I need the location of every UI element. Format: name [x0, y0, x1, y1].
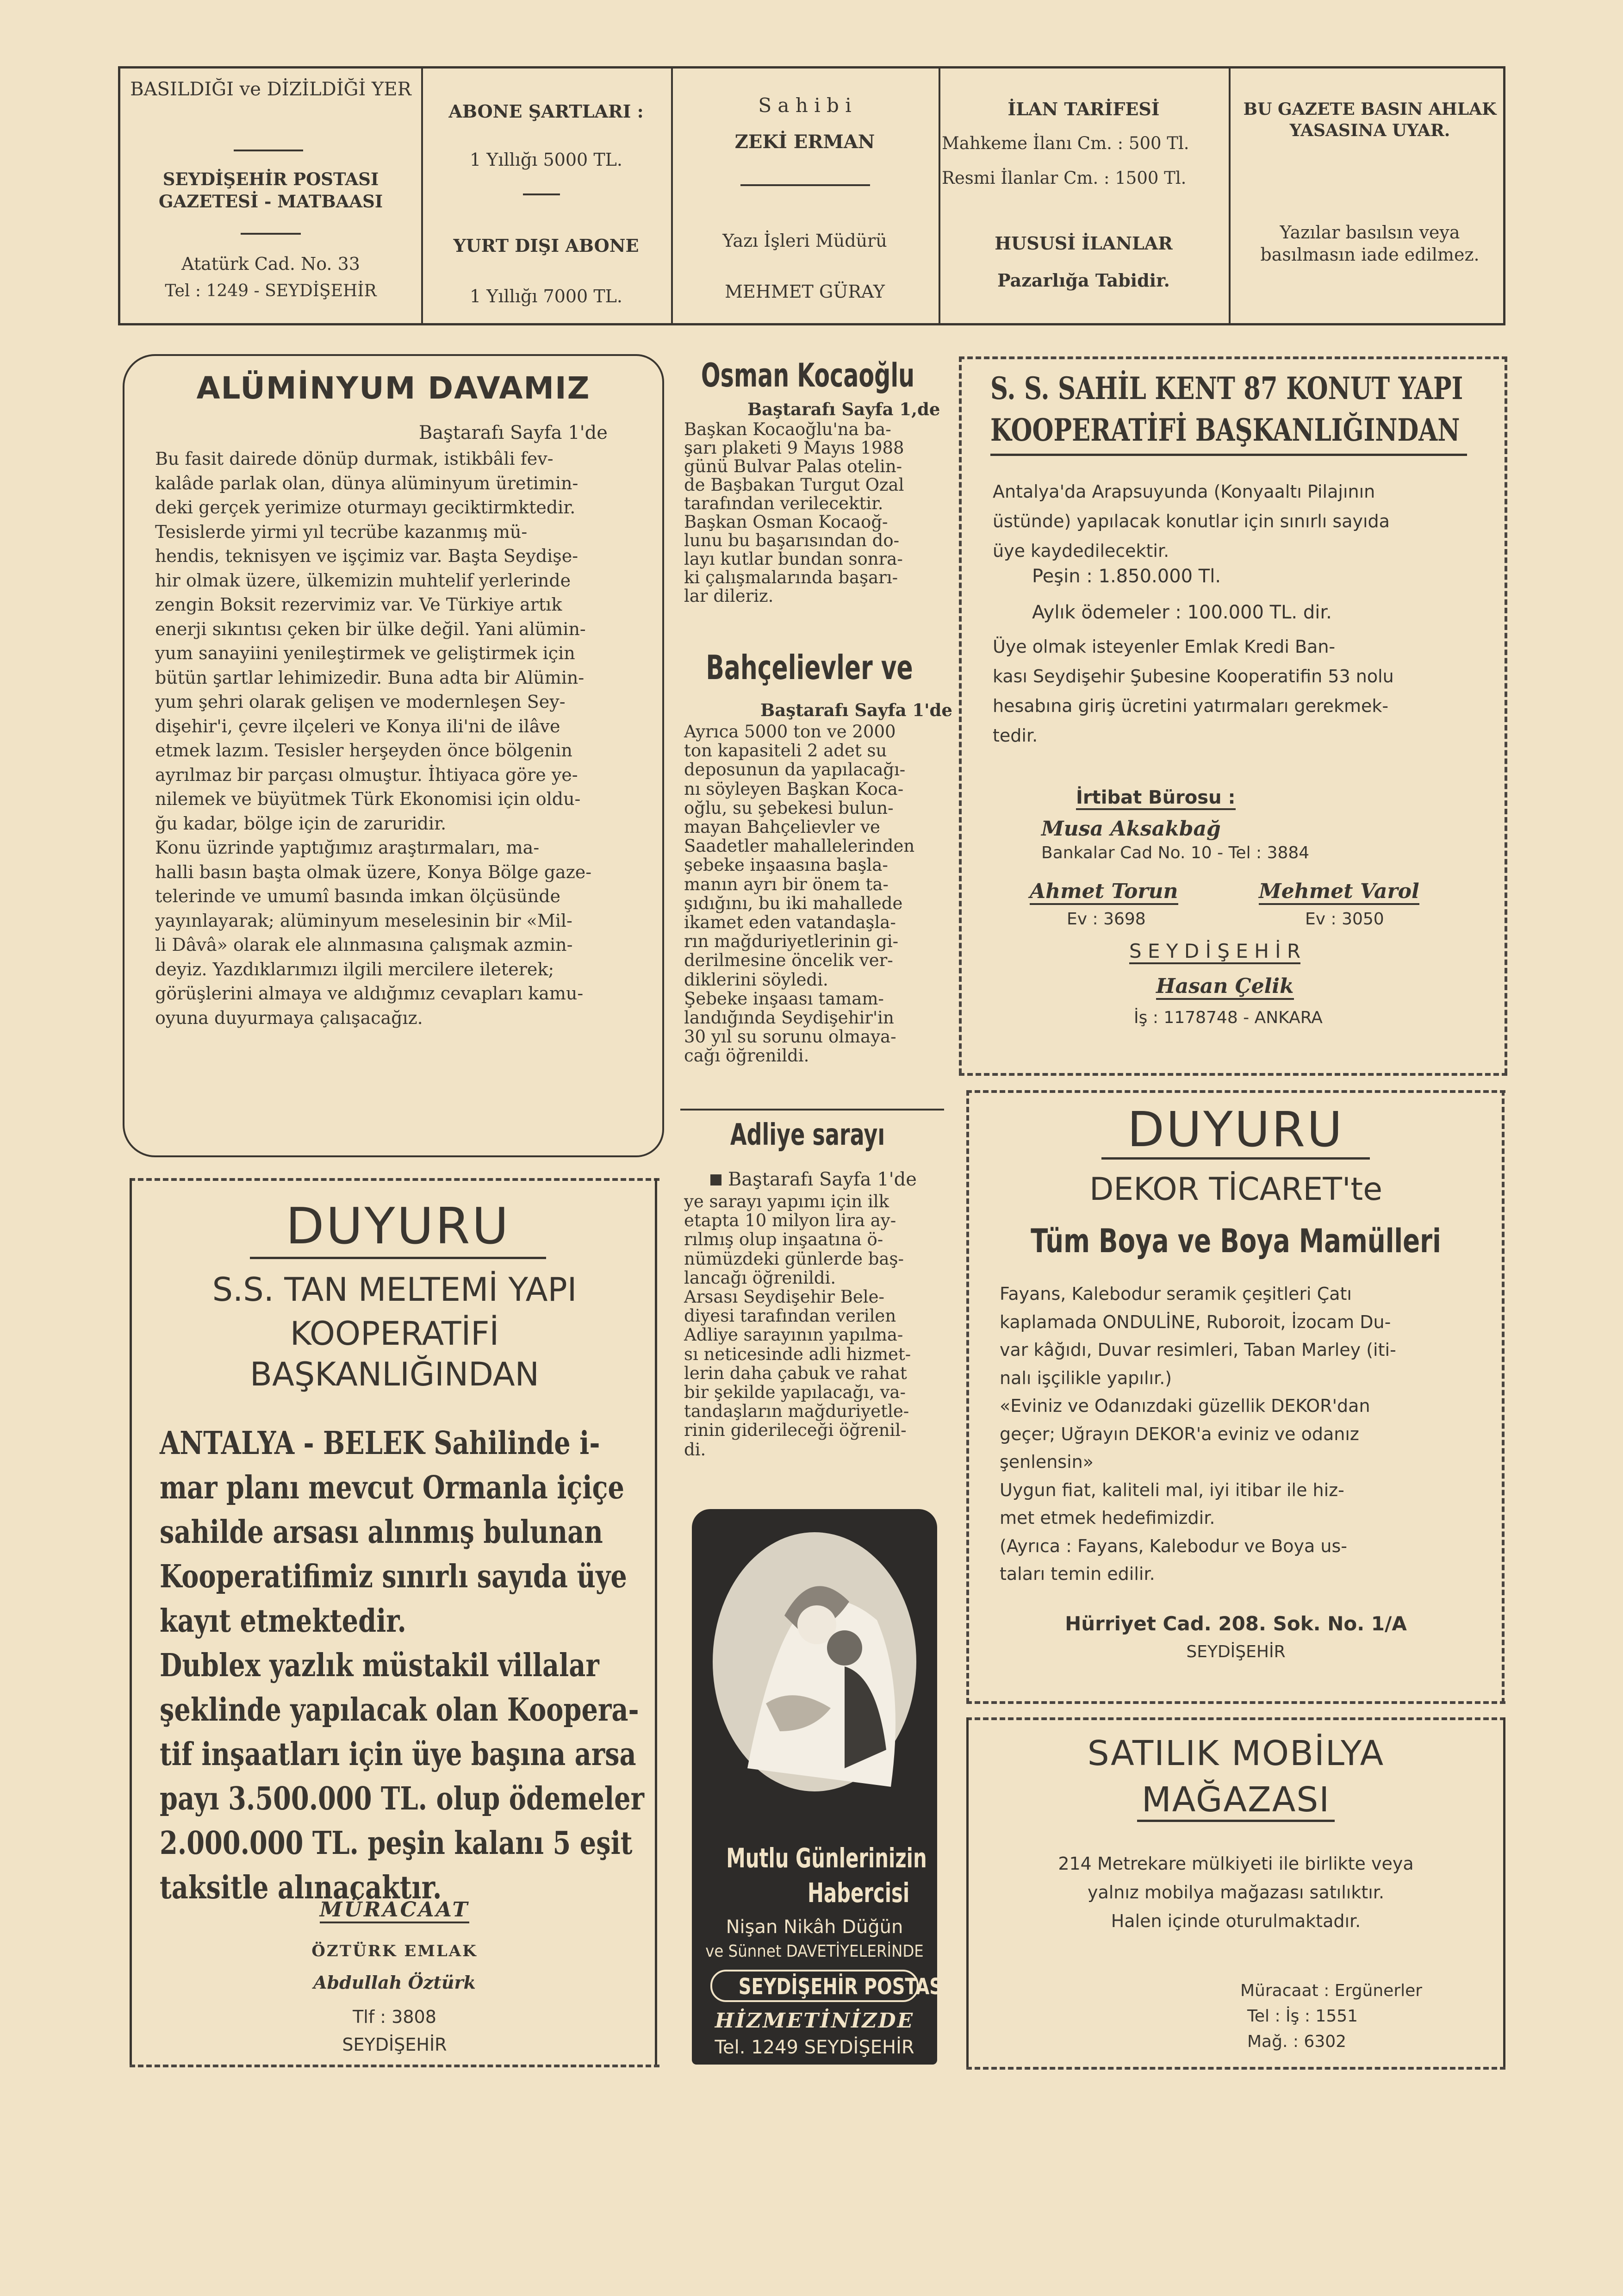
text-line: (Ayrıca : Fayans, Kalebodur ve Boya us- — [1000, 1535, 1347, 1556]
text-line: mayan Bahçelievler ve — [684, 817, 880, 837]
text-line: nı söyleyen Başkan Koca- — [684, 779, 904, 799]
contact-phone: Tlf : 3808 — [353, 2007, 436, 2027]
text-line: Ayrıca 5000 ton ve 2000 — [684, 722, 896, 742]
ad-body — [993, 477, 1474, 566]
text-line: sı neticesinde adli hizmet- — [684, 1344, 911, 1364]
text-line: yum sanayiini yenileştirmek ve geliştirmek için — [155, 643, 575, 663]
text-line: şarı plaketi 9 Mayıs 1988 — [684, 438, 904, 458]
text-line: oğlu, su şebekesi bulun- — [684, 798, 894, 818]
owner-name: ZEKİ ERMAN — [734, 131, 875, 153]
text-line: yum şehri olarak gelişen ve modernleşen Sey- — [155, 692, 566, 712]
wavy-border — [966, 2067, 1505, 2070]
contact-name: Abdullah Öztürk — [313, 1972, 476, 1993]
text-line: Başkan Kocaoğlu'na ba- — [684, 419, 891, 439]
ad-services: Nişan Nikâh Düğün — [726, 1916, 903, 1938]
owner-title: S a h i b i — [758, 94, 852, 117]
org-name: S.S. TAN MELTEMİ YAPI — [212, 1271, 577, 1309]
text-line: nümüzdeki günlerde baş- — [684, 1248, 904, 1269]
text-line: tedir. — [993, 725, 1038, 746]
contact-office-label: İrtibat Bürosu : — [1076, 787, 1236, 810]
divider — [990, 454, 1467, 456]
text-line: Arsası Seydişehir Bele- — [684, 1287, 885, 1307]
text-line: tarafından verilecektir. — [684, 493, 883, 513]
text-line: nalı işçilikle yapılır.) — [1000, 1367, 1172, 1388]
text-line: payı 3.500.000 TL. olup ödemeler — [160, 1780, 644, 1817]
ad-brand: SEYDİŞEHİR POSTASI — [710, 1970, 919, 2002]
text-line: ANTALYA - BELEK Sahilinde i- — [160, 1425, 600, 1462]
ad-title: S. S. SAHİL KENT 87 KONUT YAPI — [990, 370, 1463, 406]
text-line: Saadetler mahallelerinden — [684, 836, 915, 856]
text-line: 214 Metrekare mülkiyeti ile birlikte veya — [1058, 1853, 1414, 1874]
contact-phone: Ev : 3050 — [1305, 910, 1384, 929]
text-line: etapta 10 milyon lira ay- — [684, 1210, 896, 1231]
ad-headline: Tüm Boya ve Boya Mamülleri — [1031, 1222, 1441, 1260]
text-line: zengin Boksit rezervimiz var. Ve Türkiye artık — [155, 594, 562, 615]
text-line: enerji sıkıntısı çeken bir ülke değil. Yani alümin- — [155, 618, 586, 639]
agency-name: ÖZTÜRK EMLAK — [311, 1942, 478, 1960]
article-body — [684, 1192, 941, 1459]
article-body — [155, 447, 627, 1030]
text-line: şeklinde yapılacak olan Koopera- — [160, 1691, 639, 1728]
text-line: Uygun fiat, kaliteli mal, iyi itibar ile hiz- — [1000, 1479, 1344, 1500]
wavy-border — [959, 356, 962, 1074]
article-title: ALÜMİNYUM DAVAMIZ — [196, 370, 591, 406]
contact-name: Müracaat : Ergünerler — [1240, 1981, 1423, 2000]
text-line: rinin giderileceği öğrenil- — [684, 1420, 907, 1441]
article-title: Osman Kocaoğlu — [701, 356, 915, 394]
wavy-border — [130, 1178, 659, 1181]
contact-name: Mehmet Varol — [1259, 880, 1419, 905]
application-label: MÜRACAAT — [130, 1898, 659, 1922]
subscription-title: ABONE ŞARTLARI : — [448, 101, 644, 122]
contact-name: Musa Aksakbağ — [1041, 817, 1221, 841]
text-line: mar planı mevcut Ormanla içiçe — [160, 1469, 624, 1506]
ad-headline: Habercisi — [808, 1877, 910, 1909]
text-line: deyiz. Yazdıklarımızı ilgili mercilere ileterek; — [155, 959, 554, 980]
ad-tagline: HİZMETİNİZDE — [715, 2009, 914, 2033]
text-line: üye kaydedilecektir. — [993, 541, 1169, 561]
text-line: nilemek ve büyütmek Türk Ekonomisi için oldu- — [155, 789, 581, 809]
text-line: layı kutlar bundan sonra- — [684, 549, 903, 569]
text-line: taksitle alınacaktır. — [160, 1869, 442, 1906]
text-line: cağı öğrenildi. — [684, 1046, 809, 1066]
ad-price-monthly: Aylık ödemeler : 100.000 TL. dir. — [1032, 602, 1332, 623]
text-line: lar dileriz. — [684, 586, 774, 606]
wavy-border — [959, 356, 1507, 359]
text-line: tif inşaatları için üye başına arsa — [160, 1736, 636, 1773]
article-title: Bahçelievler ve — [706, 648, 913, 687]
ad-rates-title: İLAN TARİFESİ — [1007, 99, 1160, 119]
official-ad-rate: Resmi İlanlar Cm. : 1500 Tl. — [942, 168, 1187, 188]
text-line: lunu bu başarısından do- — [684, 530, 900, 550]
text-line: kaplamada ONDULİNE, Ruboroit, İzocam Du- — [1000, 1311, 1391, 1332]
ad-body — [1000, 1280, 1472, 1588]
text-line: li Dâvâ» olarak ele alınmasına çalışmak azmin- — [155, 935, 573, 955]
ad-body — [993, 632, 1474, 750]
abroad-title: YURT DIŞI ABONE — [453, 235, 639, 256]
text-line: yayınlayarak; alüminyum meselesinin bir «Mil- — [155, 910, 572, 931]
wavy-border — [130, 2065, 659, 2067]
text-line: deposunun da yapılacağı- — [684, 760, 906, 780]
printed-by-name: SEYDİŞEHİR POSTASI GAZETESİ - MATBAASI — [158, 169, 383, 212]
text-line: rın mağduriyetlerinin gi- — [684, 931, 899, 952]
text-line: landığında Seydişehir'in — [684, 1008, 894, 1028]
text-line: şenlensin» — [1000, 1452, 1094, 1472]
text-line: şebeke inşaasına başla- — [684, 855, 888, 875]
address: Atatürk Cad. No. 33 — [181, 254, 360, 274]
wavy-border — [966, 1090, 1505, 1093]
text-line: diyesi tarafından verilen — [684, 1306, 896, 1326]
wedding-couple-illustration — [692, 1509, 937, 1842]
text-line: Fayans, Kalebodur seramik çeşitleri Çatı — [1000, 1284, 1352, 1304]
editor-title: Yazı İşleri Müdürü — [722, 231, 887, 251]
text-line: Antalya'da Arapsuyunda (Konyaaltı Pilajının — [993, 481, 1375, 502]
text-line: sahilde arsası alınmış bulunan — [160, 1514, 603, 1551]
contact-phone: Tel : İş : 1551 — [1247, 2007, 1358, 2026]
divider — [523, 193, 560, 195]
wavy-border — [1505, 356, 1507, 1074]
ad-phone: Tel. 1249 SEYDİŞEHİR — [715, 2037, 914, 2058]
text-line: Tesislerde yirmi yıl tecrübe kazanmış mü- — [155, 521, 528, 542]
text-line: dişehir'i, çevre ilçeleri ve Konya ili'ni de ilâve — [155, 716, 560, 736]
text-line: ikamet eden vatandaşla- — [684, 912, 896, 933]
contact-name: Hasan Çelik — [1156, 974, 1294, 1000]
special-ads-value: Pazarlığa Tabidir. — [997, 270, 1170, 291]
invitation-ad — [692, 1509, 949, 2065]
article-continued: Baştarafı Sayfa 1,de — [747, 399, 940, 419]
text-line: oyuna duyurmaya çalışacağız. — [155, 1007, 423, 1028]
text-line: rılmış olup inşaatına ö- — [684, 1229, 883, 1250]
ad-headline: Mutlu Günlerinizin — [726, 1842, 927, 1874]
text-line: geçer; Uğrayın DEKOR'a eviniz ve odanız — [1000, 1423, 1359, 1444]
text-line: kası Seydişehir Şubesine Kooperatifin 53 nolu — [993, 666, 1394, 686]
announcement-heading: DUYURU — [250, 1197, 546, 1259]
text-line: Bu fasit dairede dönüp durmak, istikbâli fev- — [155, 449, 553, 469]
contact-phone: Mağ. : 6302 — [1247, 2032, 1347, 2051]
announcement-heading: DUYURU — [1101, 1102, 1370, 1160]
ad-address: Hürriyet Cad. 208. Sok. No. 1/A — [1065, 1612, 1407, 1635]
divider — [234, 150, 303, 151]
text-line: bütün şartlar lehimizedir. Buna adta bir Alümin- — [155, 667, 585, 688]
text-line: günü Bulvar Palas otelin- — [684, 456, 902, 476]
text-line: Konu üzrinde yaptığımız araştırmaları, ma- — [155, 837, 540, 858]
ad-title: MAĞAZASI — [966, 1780, 1505, 1820]
text-line: yalnız mobilya mağazası satılıktır. — [1087, 1882, 1385, 1903]
text-line: Başkan Osman Kocaoğ- — [684, 512, 888, 532]
org-name: KOOPERATİFİ — [290, 1315, 499, 1353]
text-line: ton kapasiteli 2 adet su — [684, 741, 887, 761]
text-line: met etmek hedefimizdir. — [1000, 1508, 1215, 1528]
text-line: derilmesine öncelik ver- — [684, 950, 893, 971]
article-body — [684, 722, 941, 1066]
text-line: Şebeke inşaası tamam- — [684, 988, 884, 1009]
text-line: halli basın başta olmak üzere, Konya Bölge gaze- — [155, 861, 592, 882]
text-line: etmek lazım. Tesisler herşeyden önce bölgenin — [155, 740, 572, 761]
masthead — [118, 66, 1505, 325]
abroad-yearly: 1 Yıllığı 7000 TL. — [470, 286, 622, 306]
ad-title: SATILIK MOBİLYA — [1087, 1734, 1385, 1773]
text-line: ki çalışmalarında başarı- — [684, 568, 898, 587]
border — [130, 1178, 132, 2067]
divider — [680, 1109, 944, 1111]
phone: Tel : 1249 - SEYDİŞEHİR — [165, 281, 377, 300]
text-line: di. — [684, 1439, 706, 1460]
divider — [740, 184, 870, 186]
text-line: Dublex yazlık müstakil villalar — [160, 1647, 599, 1684]
ad-body — [160, 1421, 659, 1910]
contact-name: Ahmet Torun — [1030, 880, 1178, 905]
text-line: deki gerçek yerimize oturmayı geciktirmktedir. — [155, 497, 576, 518]
text-line: hendis, teknisyen ve işçimiz var. Başta Seydişe- — [155, 546, 578, 566]
contact-address: Bankalar Cad No. 10 - Tel : 3884 — [1041, 843, 1310, 862]
printed-by-title: BASILDIĞI ve DİZİLDİĞİ YER — [130, 79, 411, 100]
text-line: üstünde) yapılacak konutlar için sınırlı sayıda — [993, 511, 1390, 531]
text-line: ye sarayı yapımı için ilk — [684, 1192, 889, 1211]
ethics-statement: BU GAZETE BASIN AHLAK YASASINA UYAR. — [1243, 100, 1497, 140]
text-line: Halen içinde oturulmaktadır. — [1111, 1911, 1361, 1931]
subscription-yearly: 1 Yıllığı 5000 TL. — [470, 150, 622, 170]
text-line: bir şekilde yapılacağı, va- — [684, 1382, 906, 1403]
text-line: Üye olmak isteyenler Emlak Kredi Ban- — [993, 636, 1336, 657]
text-line: 30 yıl su sorunu olmaya- — [684, 1027, 896, 1047]
text-line: taları temin edilir. — [1000, 1564, 1155, 1584]
text-line: diklerini söyledi. — [684, 969, 828, 990]
text-line: var kâğıdı, Duvar resimleri, Taban Marley (iti- — [1000, 1340, 1396, 1360]
contact-city: SEYDİŞEHİR — [342, 2034, 447, 2055]
wavy-border — [959, 1073, 1507, 1076]
text-line: ayrılmaz bir parçası olmuştur. İhtiyaca göre ye- — [155, 764, 578, 785]
article-title: Adliye sarayı — [730, 1118, 885, 1152]
text-line: ğu kadar, bölge için de zaruridir. — [155, 813, 447, 834]
ad-price-cash: Peşin : 1.850.000 Tl. — [1032, 566, 1221, 587]
ad-title: KOOPERATİFİ BAŞKANLIĞINDAN — [990, 412, 1460, 448]
text-line: telerinde ve umumî basında imkan ölçüsünde — [155, 886, 561, 906]
ad-services: ve Sünnet DAVETİYELERİNDE — [705, 1942, 924, 1961]
article-continued: Baştarafı Sayfa 1'de — [710, 1169, 917, 1190]
article-continued: Baştarafı Sayfa 1'de — [760, 700, 952, 720]
return-policy: Yazılar basılsın veya basılmasın iade edilmez. — [1260, 222, 1480, 265]
text-line: de Başbakan Turgut Ozal — [684, 475, 904, 495]
text-line: görüşlerini almaya ve aldığımız cevapları kamu- — [155, 983, 584, 1004]
text-line: Kooperatifimiz sınırlı sayıda üye — [160, 1558, 627, 1595]
special-ads-title: HUSUSİ İLANLAR — [995, 233, 1173, 254]
article-continued: Baştarafı Sayfa 1'de — [419, 422, 608, 443]
contact-city: S E Y D İ Ş E H İ R — [1129, 940, 1300, 964]
text-line: hir olmak üzere, ülkemizin muhtelif yerlerinde — [155, 570, 571, 591]
text-line: Adliye sarayının yapılma- — [684, 1325, 903, 1345]
ad-body — [966, 1849, 1505, 1935]
text-line: manın ayrı bir önem ta- — [684, 874, 889, 894]
text-line: tandaşların mağduriyetle- — [684, 1401, 909, 1422]
text-line: kalâde parlak olan, dünya alüminyum üretimin- — [155, 473, 578, 493]
court-ad-rate: Mahkeme İlanı Cm. : 500 Tl. — [942, 133, 1189, 153]
company-name: DEKOR TİCARET'te — [1089, 1171, 1383, 1208]
text-line: şıdığını, bu iki mahallede — [684, 893, 903, 913]
article-body — [684, 420, 941, 605]
text-line: 2.000.000 TL. peşin kalanı 5 eşit — [160, 1825, 633, 1862]
text-line: «Eviniz ve Odanızdaki güzellik DEKOR'dan — [1000, 1396, 1370, 1416]
wavy-border — [966, 1701, 1505, 1704]
bullet-icon — [710, 1174, 721, 1185]
contact-phone: Ev : 3698 — [1067, 910, 1146, 929]
ad-city: SEYDİŞEHİR — [1186, 1642, 1286, 1661]
text-line: lerin daha çabuk ve rahat — [684, 1363, 907, 1383]
contact-phone: İş : 1178748 - ANKARA — [1134, 1008, 1323, 1027]
divider — [241, 233, 301, 235]
wavy-border — [966, 1717, 1505, 1720]
text-line: lancağı öğrenildi. — [684, 1267, 836, 1288]
text-line: kayıt etmektedir. — [160, 1603, 406, 1640]
org-name: BAŞKANLIĞINDAN — [249, 1355, 540, 1393]
text-line: hesabına giriş ücretini yatırmaları gerekmek- — [993, 696, 1389, 716]
editor-name: MEHMET GÜRAY — [725, 281, 885, 302]
